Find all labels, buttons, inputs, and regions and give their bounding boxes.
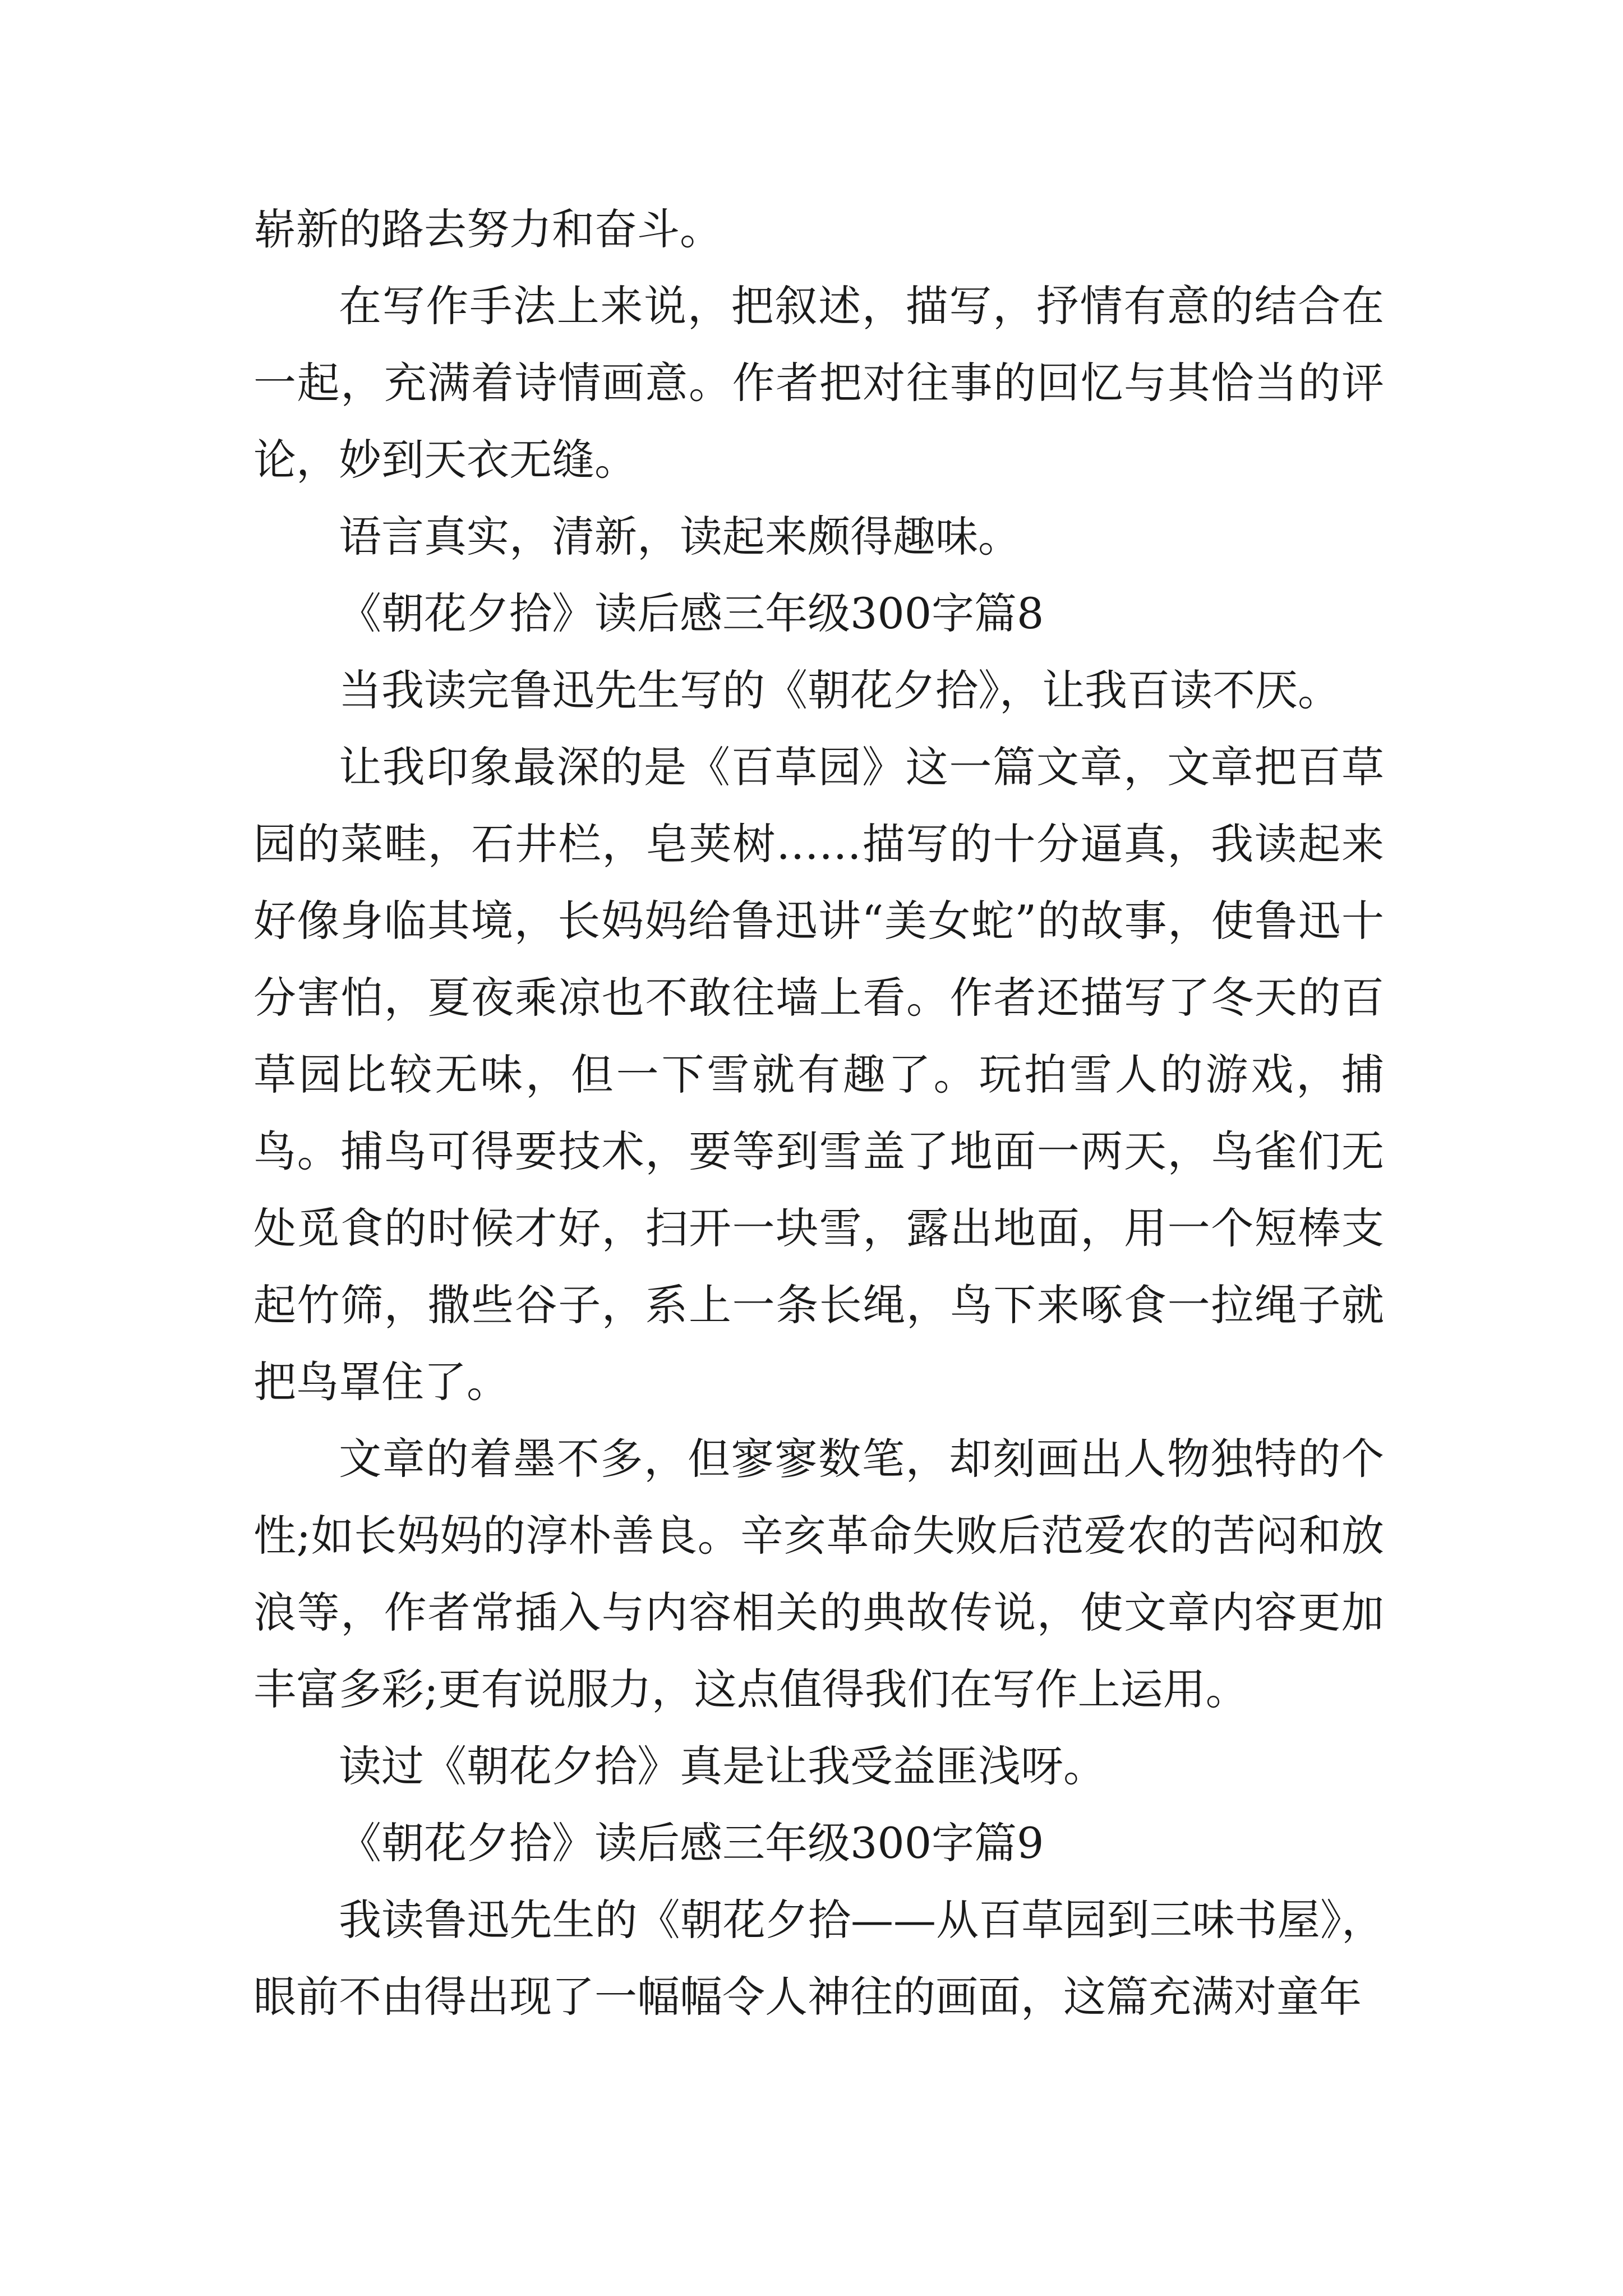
paragraph: 语言真实，清新，读起来颇得趣味。 [339, 512, 1021, 562]
body-text [253, 191, 1384, 2035]
paragraph: 我读鲁迅先生的《朝花夕拾——从百草园到三味书屋》，眼前不由得出现了一幅幅令人神往的画面，这篇充满对童年 [253, 1895, 1384, 2022]
paragraph: 让我印象最深的是《百草园》这一篇文章，文章把百草园的菜畦，石井栏，皂荚树……描写的十分逼真，我读起来好像身临其境，长妈妈给鲁迅讲“美女蛇”的故事，使鲁迅十分害怕，夏夜乘凉也不敢往墙上看。作者还描写了冬天的百草园比较无味，但一下雪就有趣了。玩拍雪人的游戏，捕鸟。捕鸟可得要技术，要等到雪盖了地面一两天，鸟雀们无处觅食的时候才好，扫开一块雪，露出地面，用一个短棒支起竹筛，撒些谷子，系上一条长绳，鸟下来啄食一拉绳子就把鸟罩住了。 [253, 742, 1384, 1407]
paragraph: 当我读完鲁迅先生写的《朝花夕拾》，让我百读不厌。 [339, 665, 1340, 715]
paragraph-continuation: 崭新的路去努力和奋斗。 [253, 204, 722, 254]
paragraph: 在写作手法上来说，把叙述，描写，抒情有意的结合在一起，充满着诗情画意。作者把对往事的回忆与其恰当的评论，妙到天衣无缝。 [253, 281, 1384, 485]
paragraph: 读过《朝花夕拾》真是让我受益匪浅呀。 [339, 1741, 1106, 1791]
paragraph: 文章的着墨不多，但寥寥数笔，却刻画出人物独特的个性;如长妈妈的淳朴善良。辛亥革命失败后范爱农的苦闷和放浪等，作者常插入与内容相关的典故传说，使文章内容更加丰富多彩;更有说服力，这点值得我们在写作上运用。 [253, 1434, 1384, 1714]
section-heading: 《朝花夕拾》读后感三年级300字篇8 [339, 588, 1044, 638]
section-heading: 《朝花夕拾》读后感三年级300字篇9 [339, 1818, 1044, 1868]
